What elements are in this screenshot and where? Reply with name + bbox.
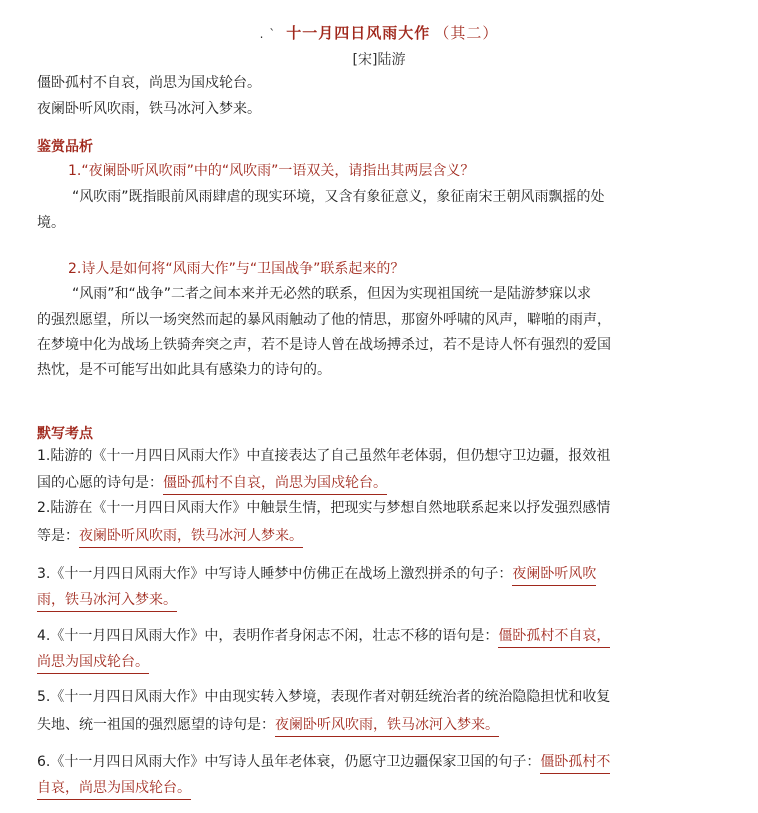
poem-title-sub: （其二）	[434, 24, 499, 42]
answer-2-line-2: 的强烈愿望，所以一场突然而起的暴风雨触动了他的情思，那窗外呼啸的风声，噼啪的雨声，	[37, 312, 611, 328]
dictation-item-4-line-1	[37, 625, 610, 645]
dictation-item-3-answer-part-2: 雨，铁马冰河入梦来。	[37, 592, 177, 612]
answer-2-line-3: 在梦境中化为战场上铁骑奔突之声，若不是诗人曾在战场搏杀过，若不是诗人怀有强烈的爱国	[37, 337, 611, 353]
answer-1-line-1: “风吹雨”既指眼前风雨肆虐的现实环境，又含有象征意义，象征南宋王朝风雨飘摇的处	[72, 189, 605, 205]
dictation-item-4-line-2	[37, 651, 149, 671]
appreciation-heading: 鉴赏品析	[37, 139, 93, 155]
dictation-item-6-line-1	[37, 751, 610, 771]
dictation-item-1-answer: 僵卧孤村不自哀，尚思为国戍轮台。	[163, 475, 387, 495]
poem-title	[0, 22, 758, 43]
poem-author: [宋]陆游	[352, 52, 406, 68]
dictation-item-2-answer: 夜阑卧听风吹雨，铁马冰河人梦来。	[79, 528, 303, 548]
question-1: 1.“夜阑卧听风吹雨”中的“风吹雨”一语双关，请指出其两层含义？	[68, 163, 475, 179]
dictation-item-3-line-2	[37, 589, 177, 609]
dictation-item-5-prompt: 失地、统一祖国的强烈愿望的诗句是：	[37, 717, 275, 733]
dictation-item-5-answer: 夜阑卧听风吹雨，铁马冰河入梦来。	[275, 717, 499, 737]
dictation-item-2-line-1: 2.陆游在《十一月四日风雨大作》中触景生情，把现实与梦想自然地联系起来以抒发强烈感情	[37, 500, 611, 516]
answer-2-line-4: 热忱，是不可能写出如此具有感染力的诗句的。	[37, 362, 331, 378]
answer-1-line-2: 境。	[37, 215, 65, 231]
dictation-item-6-answer-part-2: 自哀，尚思为国戍轮台。	[37, 780, 191, 800]
dictation-item-3-line-1	[37, 563, 596, 583]
title-marks: . `	[259, 27, 277, 41]
dictation-item-2-line-2	[37, 525, 303, 545]
dictation-item-1-line-1: 1.陆游的《十一月四日风雨大作》中直接表达了自己虽然年老体弱，但仍想守卫边疆，报效祖	[37, 448, 611, 464]
dictation-item-1-line-2	[37, 472, 387, 492]
answer-2-line-1: “风雨”和“战争”二者之间本来并无必然的联系，但因为实现祖国统一是陆游梦寐以求	[72, 286, 592, 302]
dictation-item-1-prompt: 国的心愿的诗句是：	[37, 475, 163, 491]
poem-line-2: 夜阑卧听风吹雨，铁马冰河入梦来。	[37, 101, 261, 117]
question-2: 2.诗人是如何将“风雨大作”与“卫国战争”联系起来的？	[68, 261, 405, 277]
poem-line-1: 僵卧孤村不自哀，尚思为国戍轮台。	[37, 75, 261, 91]
dictation-item-5-line-2	[37, 714, 499, 734]
dictation-item-6-prompt: 6.《十一月四日风雨大作》中写诗人虽年老体衰，仍愿守卫边疆保家卫国的句子：	[37, 754, 541, 770]
dictation-item-6-line-2	[37, 777, 191, 797]
dictation-item-3-answer-part-1: 夜阑卧听风吹	[512, 566, 596, 586]
poem-title-text: 十一月四日风雨大作	[286, 24, 431, 42]
dictation-item-3-prompt: 3.《十一月四日风雨大作》中写诗人睡梦中仿佛正在战场上激烈拼杀的句子：	[37, 566, 513, 582]
dictation-heading: 默写考点	[37, 426, 93, 442]
dictation-item-4-answer-part-2: 尚思为国戍轮台。	[37, 654, 149, 674]
dictation-item-4-prompt: 4.《十一月四日风雨大作》中，表明作者身闲志不闲，壮志不移的语句是：	[37, 628, 499, 644]
dictation-item-5-line-1: 5.《十一月四日风雨大作》中由现实转入梦境，表现作者对朝廷统治者的统治隐隐担忧和收复	[37, 689, 611, 705]
dictation-item-6-answer-part-1: 僵卧孤村不	[540, 754, 610, 774]
dictation-item-4-answer-part-1: 僵卧孤村不自哀，	[498, 628, 610, 648]
dictation-item-2-prompt: 等是：	[37, 528, 79, 544]
